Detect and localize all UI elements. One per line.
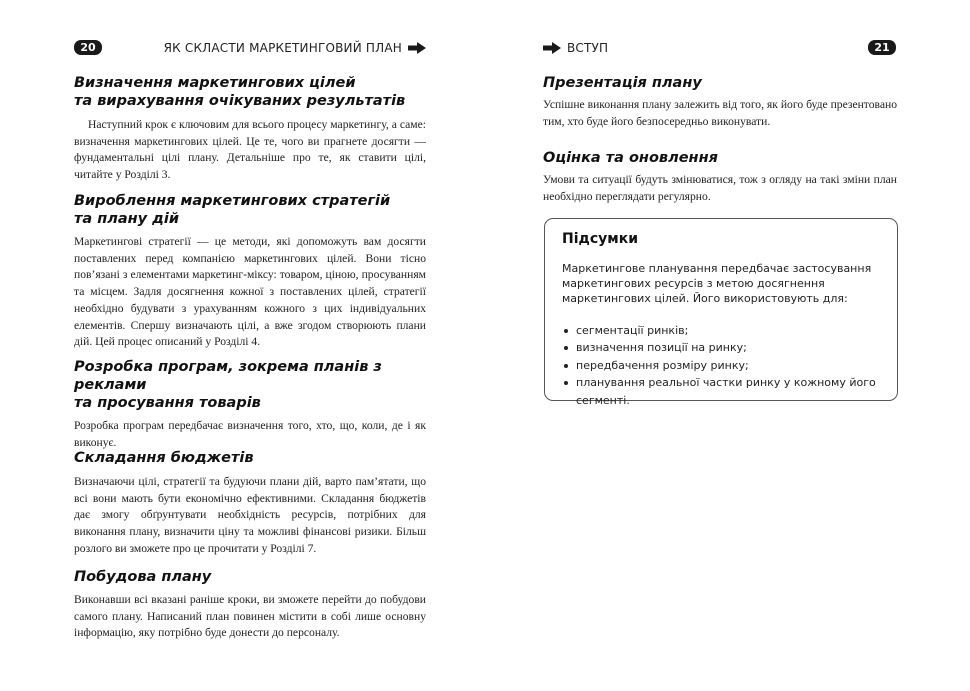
section-programs [74,358,426,451]
list-item: передбачення розміру ринку; [562,357,880,375]
summary-bullet-list [562,322,880,410]
section-text: Розробка програм передбачає визначення того, хто, що, коли, де і як виконує. [74,419,426,449]
section-heading: Визначення маркетингових цілей та вирахування очікуваних результатів [74,75,406,109]
list-item: сегментації ринків; [562,322,880,340]
running-head-left [164,41,426,55]
section-heading: Розробка програм, зокрема планів з реклами та просування товарів [74,359,382,411]
running-head-text: ЯК СКЛАСТИ МАРКЕТИНГОВИЙ ПЛАН [163,41,402,55]
section-heading: Оцінка та оновлення [543,150,718,166]
section-heading: Побудова плану [74,569,212,585]
bullet-icon [564,346,568,350]
bullet-icon [564,381,568,385]
section-heading: Складання бюджетів [74,450,254,466]
page-number-left: 20 [74,40,102,55]
section-text: Умови та ситуації будуть змінюватися, тож з огляду на такі зміни план необхідно переглядати регулярно. [543,173,897,203]
section-marketing-goals [74,74,426,184]
section-budgets [74,449,426,558]
page-number-right: 21 [868,40,896,55]
section-heading: Презентація плану [543,75,702,91]
list-item: планування реальної частки ринку у кожному його сегменті. [562,374,880,409]
summary-box [544,218,898,407]
section-presentation [543,74,897,130]
bullet-icon [564,364,568,368]
section-text: Визначаючи цілі, стратегії та будуючи плани дій, варто пам’ятати, що всі вони мають бути економічно ефективними. Складання бюджетів дає змогу обґрунтувати необхідність ресурсів, потрібних для виконання плану, визначити ціну та можливі фінансові ризики. Більш розлого ви зможете про це прочитати у Розділі 7. [74,475,426,555]
section-text: Успішне виконання плану залежить від того, як його буде презентовано тим, хто буде його безпосередньо виконувати. [543,98,897,128]
section-plan-building [74,568,426,642]
list-item: визначення позиції на ринку; [562,339,880,357]
summary-text: Маркетингове планування передбачає застосування маркетингових ресурсів з метою досягнення маркетингових цілей. Його використовують для: [562,262,872,306]
section-text: Маркетингові стратегії — це методи, які допоможуть вам досягти поставлених перед компанією маркетингових цілей. Вони тісно пов’язані з елементами маркетинг-міксу: товаром, ціною, просуванням та місцем. Задля досягнення кожної з поставлених цілей, стратегії необхідно будувати з урахуванням кожного з цих індивідуальних елементів. Спершу визначають цілі, а вже згодом створюють плани дій. Цей процес описаний у Розділі 4. [74,235,426,349]
running-head-right [543,41,608,55]
section-evaluation [543,149,897,205]
section-strategies [74,192,426,351]
summary-title: Підсумки [562,231,639,247]
section-text: Виконавши всі вказані раніше кроки, ви зможете перейти до побудови самого плану. Написаний план повинен містити в собі лише основну інформацію, яку потрібно буде донести до персоналу. [74,593,426,640]
bullet-icon [564,329,568,333]
section-text: Наступний крок є ключовим для всього процесу маркетингу, а саме: визначення маркетингових цілей. Це те, чого ви прагнете досягти — фундаментальні цілі плану. Детальніше про те, як ставити цілі, читайте у Розділі 3. [74,118,426,182]
running-head-text: ВСТУП [567,41,609,55]
section-heading: Вироблення маркетингових стратегій та плану дій [74,193,391,227]
arrow-right-icon [543,42,561,54]
arrow-right-icon [408,42,426,54]
